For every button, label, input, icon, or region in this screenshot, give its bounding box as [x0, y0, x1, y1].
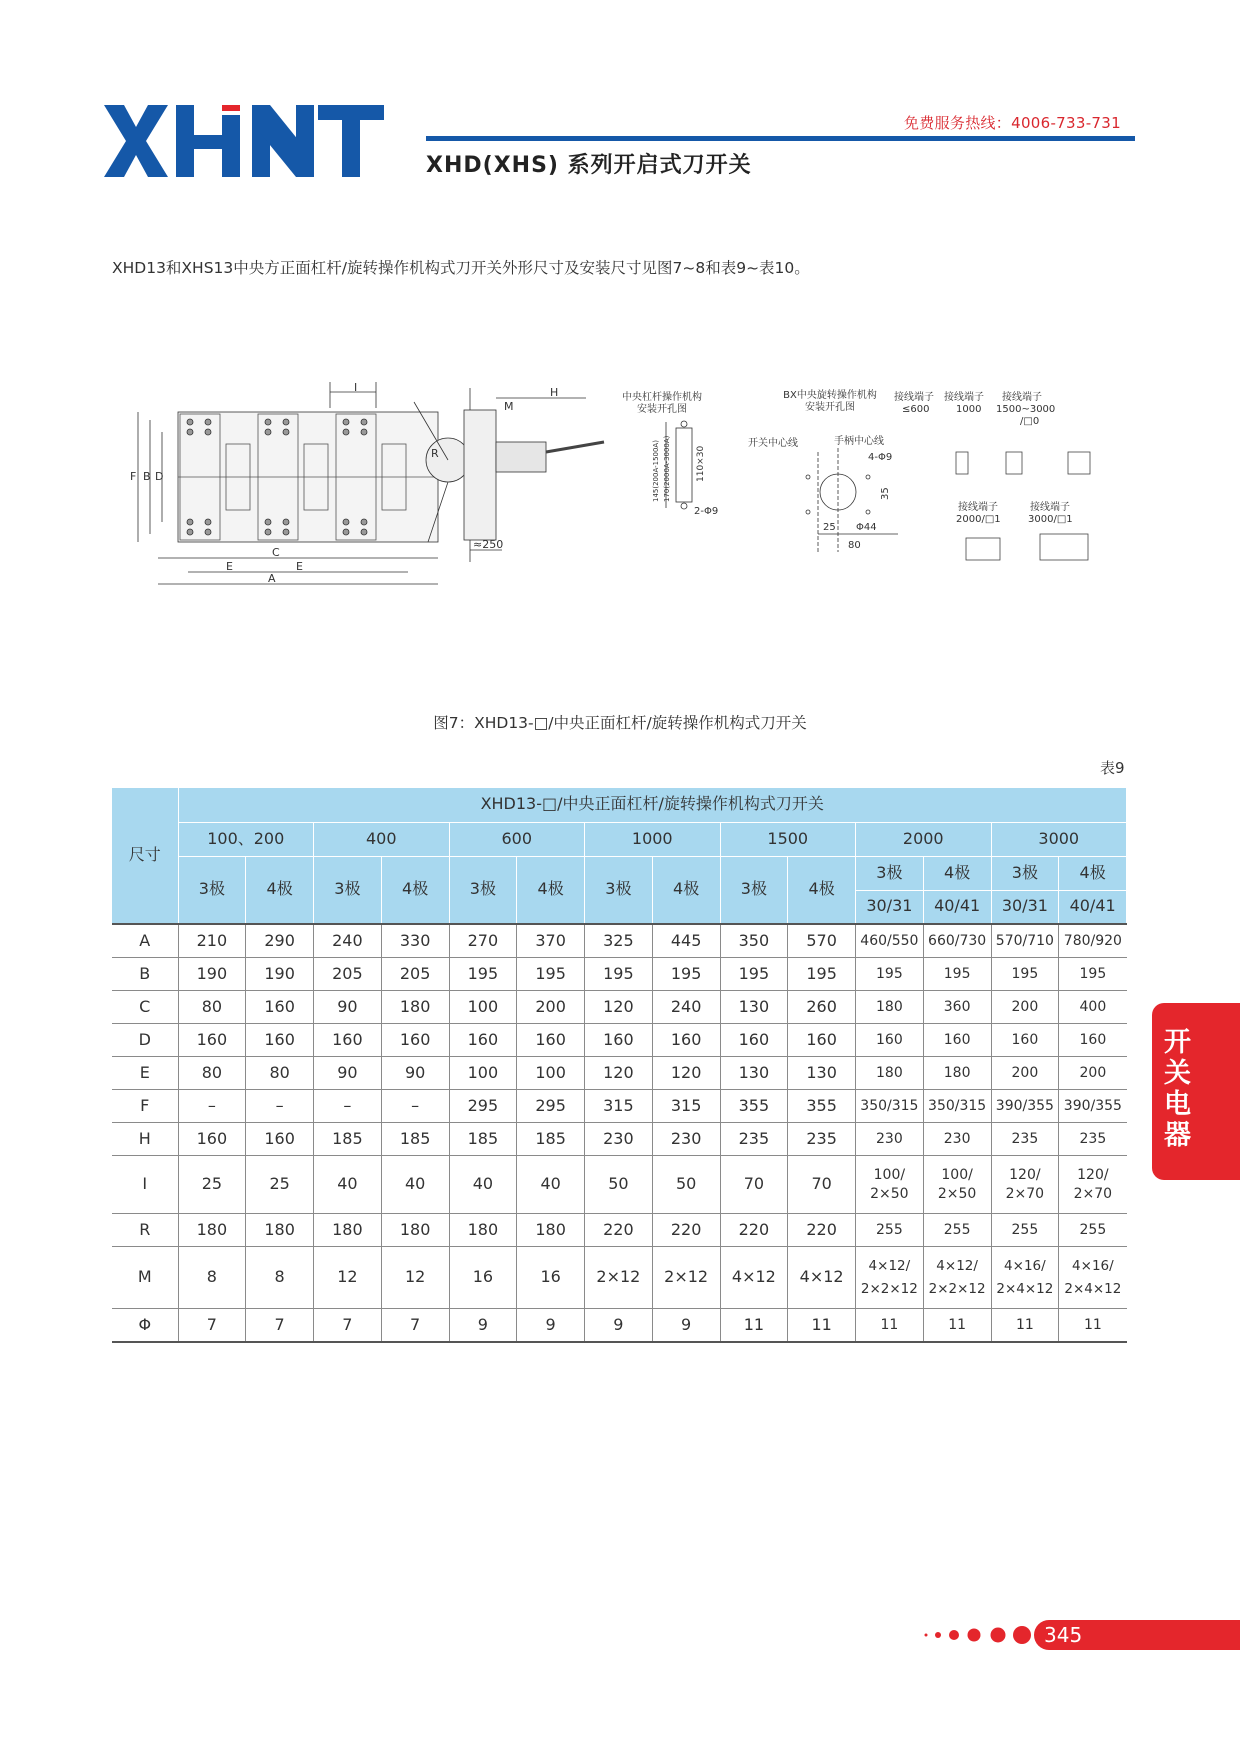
table-cell: 90: [381, 1057, 449, 1090]
cell-line-2: 2×2×12: [860, 1280, 918, 1297]
table-cell: 40: [449, 1156, 517, 1214]
table-cell: 315: [652, 1090, 720, 1123]
cell-line-1: 4×16/: [1072, 1257, 1114, 1274]
table-cell: 40: [517, 1156, 585, 1214]
dim-label-f: F: [130, 470, 137, 483]
table-cell: 25: [178, 1156, 246, 1214]
pole-header: 3极: [314, 856, 382, 924]
table-cell: 12: [381, 1247, 449, 1309]
rotary-mount-title-2: 安装开孔图: [805, 402, 855, 413]
table-cell: 370: [517, 924, 585, 958]
row-dim-label: H: [112, 1123, 178, 1156]
table-cell: 355: [720, 1090, 788, 1123]
table-cell: 210: [178, 924, 246, 958]
cell-line-1: 4×12/: [936, 1257, 978, 1274]
table-row: [112, 1123, 1127, 1156]
table-cell: [1059, 1247, 1127, 1309]
table-cell: 185: [381, 1123, 449, 1156]
table-cell: 240: [314, 924, 382, 958]
table-row: [112, 1090, 1127, 1123]
table-cell: 195: [449, 958, 517, 991]
table-cell: 295: [449, 1090, 517, 1123]
table-cell: 235: [788, 1123, 856, 1156]
cell-line-2: 2×50: [937, 1185, 977, 1202]
terminal-1-label: 接线端子: [894, 392, 934, 403]
table-cell: 130: [720, 991, 788, 1024]
current-header: 600: [449, 822, 585, 856]
table-cell: 255: [856, 1214, 924, 1247]
table-cell: 16: [449, 1247, 517, 1309]
terminal-1-range: ≤600: [902, 404, 930, 415]
terminal-3-label: 接线端子: [1002, 392, 1042, 403]
dim-label-e2: E: [296, 560, 303, 573]
lever-mount-title-1: 中央杠杆操作机构: [622, 392, 702, 403]
dimension-drawing: [118, 382, 1124, 604]
table-cell: 325: [585, 924, 653, 958]
table-cell: 180: [856, 1057, 924, 1090]
current-header: 400: [314, 822, 450, 856]
table-cell: 190: [246, 958, 314, 991]
table-cell: 11: [788, 1309, 856, 1343]
table-cell: 160: [246, 1024, 314, 1057]
brand-logo: [104, 105, 384, 177]
table-cell: 160: [381, 1024, 449, 1057]
table-cell: 570/710: [991, 924, 1059, 958]
table-cell: 195: [585, 958, 653, 991]
pole-sub-header: 30/31: [856, 890, 924, 924]
table-cell: 185: [517, 1123, 585, 1156]
page-number-text: 345: [1044, 1623, 1083, 1647]
table-cell: 350/315: [856, 1090, 924, 1123]
table-cell: 255: [923, 1214, 991, 1247]
pole-header: 3极: [856, 856, 924, 890]
row-dim-label: I: [112, 1156, 178, 1214]
table-cell: 7: [314, 1309, 382, 1343]
table-cell: 180: [178, 1214, 246, 1247]
table-cell: 350/315: [923, 1090, 991, 1123]
row-dim-label: D: [112, 1024, 178, 1057]
rotary-mount-drawing: [748, 388, 898, 552]
row-dim-label: E: [112, 1057, 178, 1090]
table-cell: 160: [788, 1024, 856, 1057]
table-row: [112, 1024, 1127, 1057]
lever-mount-drawing: [622, 390, 718, 517]
category-tab-label: 开关电器: [1164, 1027, 1191, 1151]
table-cell: 160: [652, 1024, 720, 1057]
lever-holes: 2-Φ9: [694, 506, 719, 517]
terminal-5-range: 3000/□1: [1028, 514, 1073, 525]
table-cell: 11: [1059, 1309, 1127, 1343]
dim-label-m: M: [504, 400, 514, 413]
table-cell: 90: [314, 1057, 382, 1090]
table-cell: 160: [991, 1024, 1059, 1057]
terminal-5-label: 接线端子: [1030, 502, 1070, 513]
table-row: [112, 1247, 1127, 1309]
table-cell: [923, 1247, 991, 1309]
pole-header: 3极: [585, 856, 653, 924]
table-row: [112, 958, 1127, 991]
table-cell: 260: [788, 991, 856, 1024]
table-cell: 195: [788, 958, 856, 991]
table-cell: 235: [720, 1123, 788, 1156]
lever-mount-title-2: 安装开孔图: [637, 404, 687, 415]
table-cell: 220: [652, 1214, 720, 1247]
cell-line-2: 2×50: [870, 1185, 909, 1202]
table-cell: 160: [856, 1024, 924, 1057]
spec-table: [112, 788, 1127, 1343]
hotline: 免费服务热线：4006-733-731: [904, 114, 1121, 132]
table-cell: [856, 1247, 924, 1309]
table-cell: 190: [178, 958, 246, 991]
table-cell: 315: [585, 1090, 653, 1123]
table-cell: 270: [449, 924, 517, 958]
cell-line-2: 2×4×12: [996, 1280, 1054, 1297]
lever-dim-vertical: 145(200A-1500A): [652, 440, 660, 502]
table-cell: [923, 1156, 991, 1214]
current-header: 3000: [991, 822, 1127, 856]
rotary-dim-35: 35: [880, 487, 891, 500]
table-cell: 180: [381, 991, 449, 1024]
table-cell: 570: [788, 924, 856, 958]
terminal-4-range: 2000/□1: [956, 514, 1001, 525]
table-cell: 100: [449, 1057, 517, 1090]
table-cell: 185: [314, 1123, 382, 1156]
page-dots: [922, 1625, 1032, 1645]
table-cell: 25: [246, 1156, 314, 1214]
table-cell: 195: [923, 958, 991, 991]
table-cell: 160: [178, 1024, 246, 1057]
table-cell: –: [246, 1090, 314, 1123]
rotary-holes: 4-Φ9: [868, 452, 893, 463]
table-cell: 255: [991, 1214, 1059, 1247]
terminal-2-range: 1000: [956, 404, 982, 415]
table-cell: 390/355: [991, 1090, 1059, 1123]
table-cell: [991, 1247, 1059, 1309]
pole-header: 4极: [788, 856, 856, 924]
table-cell: 9: [517, 1309, 585, 1343]
table-cell: 330: [381, 924, 449, 958]
table-cell: 180: [381, 1214, 449, 1247]
cell-line-2: 2×2×12: [928, 1280, 986, 1297]
table-row: [112, 1057, 1127, 1090]
table-cell: 195: [720, 958, 788, 991]
rotary-dim-25: 25: [823, 522, 836, 533]
table-cell: 205: [314, 958, 382, 991]
table-cell: 660/730: [923, 924, 991, 958]
table-cell: 120: [585, 991, 653, 1024]
table-cell: 16: [517, 1247, 585, 1309]
table-row: [112, 1214, 1127, 1247]
table-cell: 180: [449, 1214, 517, 1247]
table-cell: 9: [652, 1309, 720, 1343]
table-cell: 180: [246, 1214, 314, 1247]
table-cell: 160: [923, 1024, 991, 1057]
table-cell: 8: [178, 1247, 246, 1309]
table-cell: 130: [788, 1057, 856, 1090]
cell-line-1: 120/: [1077, 1167, 1109, 1184]
pole-header: 3极: [991, 856, 1059, 890]
cell-line-2: 2×70: [1005, 1185, 1045, 1202]
table-cell: 390/355: [1059, 1090, 1127, 1123]
table-cell: 120: [652, 1057, 720, 1090]
table-cell: 460/550: [856, 924, 924, 958]
dim-label-e1: E: [226, 560, 233, 573]
terminal-2-label: 接线端子: [944, 392, 984, 403]
cell-line-1: 4×12/: [868, 1257, 911, 1274]
table-cell: 160: [246, 1123, 314, 1156]
table-row: [112, 1309, 1127, 1343]
table-cell: 100: [517, 1057, 585, 1090]
terminal-drawings: [894, 390, 1073, 525]
table-cell: 200: [991, 1057, 1059, 1090]
table-cell: 180: [923, 1057, 991, 1090]
table-cell: 235: [1059, 1123, 1127, 1156]
table-cell: 195: [856, 958, 924, 991]
table-cell: 2×12: [585, 1247, 653, 1309]
current-header: 1000: [585, 822, 721, 856]
dim-label-c: C: [272, 546, 280, 559]
table-row: [112, 991, 1127, 1024]
table-cell: 100: [449, 991, 517, 1024]
table-cell: 160: [1059, 1024, 1127, 1057]
table-cell: 7: [178, 1309, 246, 1343]
dim-label-i: I: [354, 382, 358, 394]
row-dim-label: A: [112, 924, 178, 958]
table-cell: 70: [788, 1156, 856, 1214]
table-row: [112, 924, 1127, 958]
dim-label-250: ≈250: [473, 538, 504, 551]
series-title: XHD(XHS) 系列开启式刀开关: [426, 153, 752, 178]
table-cell: 195: [517, 958, 585, 991]
pole-header: 4极: [923, 856, 991, 890]
table-cell: 90: [314, 991, 382, 1024]
pole-header: 4极: [517, 856, 585, 924]
table-cell: 195: [652, 958, 720, 991]
table-cell: 195: [1059, 958, 1127, 991]
dim-label-b: B: [143, 470, 151, 483]
table-cell: 230: [652, 1123, 720, 1156]
table-cell: 180: [314, 1214, 382, 1247]
table-cell: [1059, 1156, 1127, 1214]
dim-header: 尺寸: [112, 788, 178, 924]
front-view: [130, 382, 438, 585]
table-cell: 40: [314, 1156, 382, 1214]
table-cell: 7: [381, 1309, 449, 1343]
table-cell: [991, 1156, 1059, 1214]
dim-label-a: A: [268, 572, 276, 585]
table-cell: 11: [991, 1309, 1059, 1343]
table-cell: 355: [788, 1090, 856, 1123]
cell-line-1: 100/: [873, 1167, 906, 1184]
table-cell: 70: [720, 1156, 788, 1214]
dim-label-h: H: [550, 386, 559, 399]
figure-caption: 图7：XHD13-□/中央正面杠杆/旋转操作机构式刀开关: [433, 714, 807, 732]
table-cell: –: [178, 1090, 246, 1123]
table-cell: 230: [585, 1123, 653, 1156]
table-cell: 160: [314, 1024, 382, 1057]
table-cell: 11: [923, 1309, 991, 1343]
cell-line-1: 120/: [1009, 1167, 1041, 1184]
rotary-mount-title-1: BX中央旋转操作机构: [783, 390, 877, 401]
pole-sub-header: 30/31: [991, 890, 1059, 924]
table-cell: 80: [178, 991, 246, 1024]
table-cell: 240: [652, 991, 720, 1024]
table-cell: 255: [1059, 1214, 1127, 1247]
page-number: [1034, 1620, 1240, 1650]
table-cell: 160: [246, 991, 314, 1024]
table-cell: 80: [178, 1057, 246, 1090]
pole-header: 3极: [449, 856, 517, 924]
table-cell: –: [314, 1090, 382, 1123]
table-cell: 9: [449, 1309, 517, 1343]
table-cell: 205: [381, 958, 449, 991]
table-cell: 180: [517, 1214, 585, 1247]
lever-dim-slot: 110×30: [696, 445, 706, 482]
table-row: [112, 1156, 1127, 1214]
table-cell: 120: [585, 1057, 653, 1090]
current-header: 1500: [720, 822, 856, 856]
intro-text: XHD13和XHS13中央方正面杠杆/旋转操作机构式刀开关外形尺寸及安装尺寸见图7~8和表9~表10。: [112, 259, 810, 277]
table-cell: 360: [923, 991, 991, 1024]
table-cell: 4×12: [720, 1247, 788, 1309]
table-cell: 2×12: [652, 1247, 720, 1309]
table-cell: 7: [246, 1309, 314, 1343]
pole-sub-header: 40/41: [923, 890, 991, 924]
lever-dim-vertical-2: 170(2000A-3000A): [663, 435, 671, 502]
table-cell: 160: [517, 1024, 585, 1057]
cell-line-1: 100/: [941, 1167, 973, 1184]
row-dim-label: C: [112, 991, 178, 1024]
pole-header: 3极: [178, 856, 246, 924]
header-rule: [426, 136, 1135, 141]
table-cell: 160: [585, 1024, 653, 1057]
dim-label-d: D: [155, 470, 164, 483]
table-cell: 185: [449, 1123, 517, 1156]
table-cell: 180: [856, 991, 924, 1024]
table-cell: 235: [991, 1123, 1059, 1156]
cell-line-2: 2×4×12: [1064, 1280, 1122, 1297]
table-cell: 8: [246, 1247, 314, 1309]
table-cell: 400: [1059, 991, 1127, 1024]
table-cell: 200: [991, 991, 1059, 1024]
rotary-dim-80: 80: [848, 540, 861, 551]
table-cell: 50: [585, 1156, 653, 1214]
table-cell: 200: [517, 991, 585, 1024]
table-cell: 130: [720, 1057, 788, 1090]
table-title: XHD13-□/中央正面杠杆/旋转操作机构式刀开关: [178, 788, 1127, 822]
table-cell: 290: [246, 924, 314, 958]
table-cell: 160: [449, 1024, 517, 1057]
dim-label-r: R: [431, 447, 439, 460]
row-dim-label: M: [112, 1247, 178, 1309]
table-cell: 40: [381, 1156, 449, 1214]
rotary-handle-centerline: 手柄中心线: [834, 436, 884, 447]
table-cell: 195: [991, 958, 1059, 991]
row-dim-label: R: [112, 1214, 178, 1247]
table-cell: [856, 1156, 924, 1214]
table-cell: 220: [720, 1214, 788, 1247]
table-cell: 780/920: [1059, 924, 1127, 958]
pole-header: 3极: [720, 856, 788, 924]
table-cell: 12: [314, 1247, 382, 1309]
terminal-4-label: 接线端子: [958, 502, 998, 513]
table-cell: –: [381, 1090, 449, 1123]
table-cell: 350: [720, 924, 788, 958]
table-cell: 295: [517, 1090, 585, 1123]
rotary-switch-centerline: 开关中心线: [748, 438, 798, 449]
pole-header: 4极: [246, 856, 314, 924]
table-cell: 160: [178, 1123, 246, 1156]
table-cell: 230: [856, 1123, 924, 1156]
pole-header: 4极: [1059, 856, 1127, 890]
table-cell: 9: [585, 1309, 653, 1343]
table-cell: 50: [652, 1156, 720, 1214]
row-dim-label: F: [112, 1090, 178, 1123]
table-cell: 220: [585, 1214, 653, 1247]
table-cell: 4×12: [788, 1247, 856, 1309]
table-cell: 160: [720, 1024, 788, 1057]
table-cell: 200: [1059, 1057, 1127, 1090]
pole-header: 4极: [381, 856, 449, 924]
pole-header: 4极: [652, 856, 720, 924]
pole-sub-header: 40/41: [1059, 890, 1127, 924]
table-cell: 80: [246, 1057, 314, 1090]
terminal-3-range: 1500~3000: [996, 404, 1056, 415]
current-header: 100、200: [178, 822, 314, 856]
row-dim-label: B: [112, 958, 178, 991]
table-cell: 11: [856, 1309, 924, 1343]
current-header: 2000: [856, 822, 992, 856]
category-tab[interactable]: [1152, 1003, 1240, 1180]
terminal-3-suffix: /□0: [1020, 416, 1040, 427]
cell-line-1: 4×16/: [1004, 1257, 1046, 1274]
table-cell: 220: [788, 1214, 856, 1247]
cell-line-2: 2×70: [1073, 1185, 1113, 1202]
table-cell: 445: [652, 924, 720, 958]
side-view: [414, 386, 604, 562]
table-cell: 230: [923, 1123, 991, 1156]
rotary-dim-phi44: Φ44: [856, 522, 877, 533]
table-cell: 11: [720, 1309, 788, 1343]
table-label: 表9: [1100, 759, 1125, 777]
row-dim-label: Φ: [112, 1309, 178, 1343]
